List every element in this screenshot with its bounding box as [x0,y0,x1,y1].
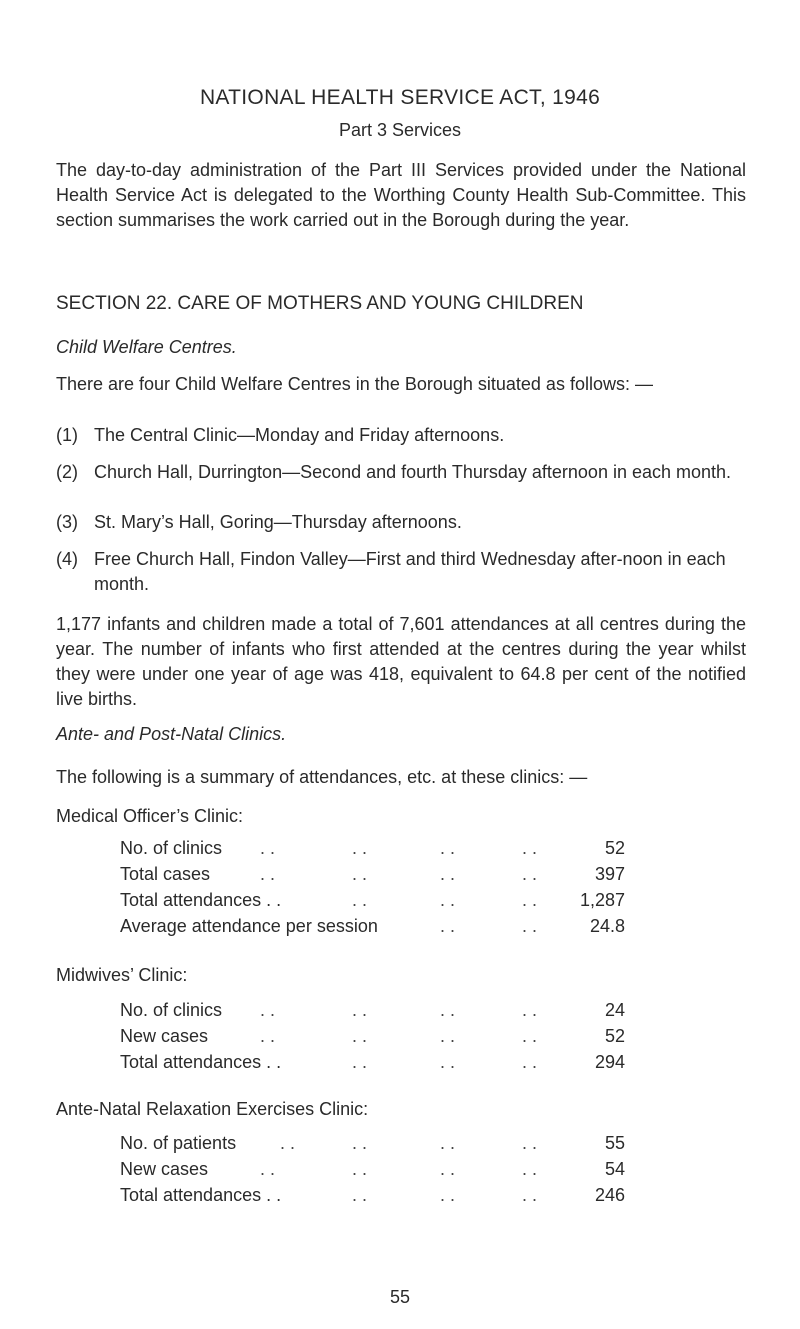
stat-label: Total attendances . . [120,1052,282,1072]
child-welfare-lead: There are four Child Welfare Centres in the Borough situated as follows: — [56,374,653,394]
group-heading-medical-officer: Medical Officer’s Clinic: [56,806,244,826]
stat-label: Total attendances . . [120,1185,282,1205]
child-welfare-heading: Child Welfare Centres. [56,337,237,357]
ante-post-natal-heading: Ante- and Post-Natal Clinics. [56,724,287,744]
list-number: (4) [56,549,78,569]
ante-post-natal-lead: The following is a summary of attendances, etc. at these clinics: — [56,767,588,787]
list-text: The Central Clinic—Monday and Friday afternoons. [94,425,505,445]
stat-label: New cases [120,1159,209,1179]
stat-row: Total cases . . . . . . . . 397 [120,864,625,884]
stat-label: New cases [120,1026,209,1046]
stat-row: Total attendances . . . . . . . . 246 [120,1185,625,1205]
stat-value: 397 [594,864,625,884]
page-subtitle: Part 3 Services [338,120,462,140]
stat-row: New cases . . . . . . . . 54 [120,1159,625,1179]
centre-item-3 [56,510,746,535]
centre-item-2 [56,460,746,485]
intro-paragraph: The day-to-day administration of the Part III Services provided under the National Health Service Act is delegated to the Worthing County Health Sub-Committee. This section summarises the work carried out in the Borough during the year. [56,160,746,230]
section-heading: SECTION 22. CARE OF MOTHERS AND YOUNG CHILDREN [56,293,584,314]
list-number: (3) [56,512,78,532]
list-text: Church Hall, Durrington—Second and fourth Thursday afternoon in each month. [94,462,732,482]
stat-value: 246 [594,1185,625,1205]
page-title: NATIONAL HEALTH SERVICE ACT, 1946 [199,86,601,109]
stat-label: No. of clinics [120,1000,223,1020]
stat-label: No. of clinics [120,838,223,858]
stat-value: 24 [604,1000,625,1020]
page-number: 55 [389,1287,411,1307]
list-number: (2) [56,462,78,482]
centre-item-4 [56,547,746,597]
centre-item-1 [56,423,746,448]
stat-label: Total attendances . . [120,890,282,910]
stat-value: 54 [604,1159,625,1179]
stat-row: New cases . . . . . . . . 52 [120,1026,625,1046]
stat-value: 55 [604,1133,625,1153]
stat-row: No. of patients . . . . . . . . 55 [120,1133,625,1153]
stat-value: 52 [604,1026,625,1046]
stat-label: Average attendance per session [120,916,378,936]
group-heading-relaxation-exercises: Ante-Natal Relaxation Exercises Clinic: [56,1099,369,1119]
stat-row: Average attendance per session . . . . 24.8 [120,916,625,936]
stat-row: Total attendances . . . . . . . . 294 [120,1052,625,1072]
stat-row: No. of clinics . . . . . . . . 52 [120,838,625,858]
stat-label: No. of patients [120,1133,237,1153]
stat-value: 294 [594,1052,625,1072]
stat-row: Total attendances . . . . . . . . 1,287 [120,890,625,910]
stat-label: Total cases [120,864,211,884]
list-text: St. Mary’s Hall, Goring—Thursday afternoons. [94,512,462,532]
group-heading-midwives: Midwives’ Clinic: [56,965,188,985]
stat-value: 1,287 [579,890,625,910]
list-text: Free Church Hall, Findon Valley—First and third Wednesday after-noon in each month. [94,549,726,594]
list-number: (1) [56,425,78,445]
attendance-summary: 1,177 infants and children made a total of 7,601 attendances at all centres during the year. The number of infants who first attended at the centres during the year whilst they were under one year of age was 418, equivalent to 64.8 per cent of the notified live births. [56,614,746,709]
stat-value: 24.8 [589,916,625,936]
stat-row: No. of clinics . . . . . . . . 24 [120,1000,625,1020]
stat-value: 52 [604,838,625,858]
